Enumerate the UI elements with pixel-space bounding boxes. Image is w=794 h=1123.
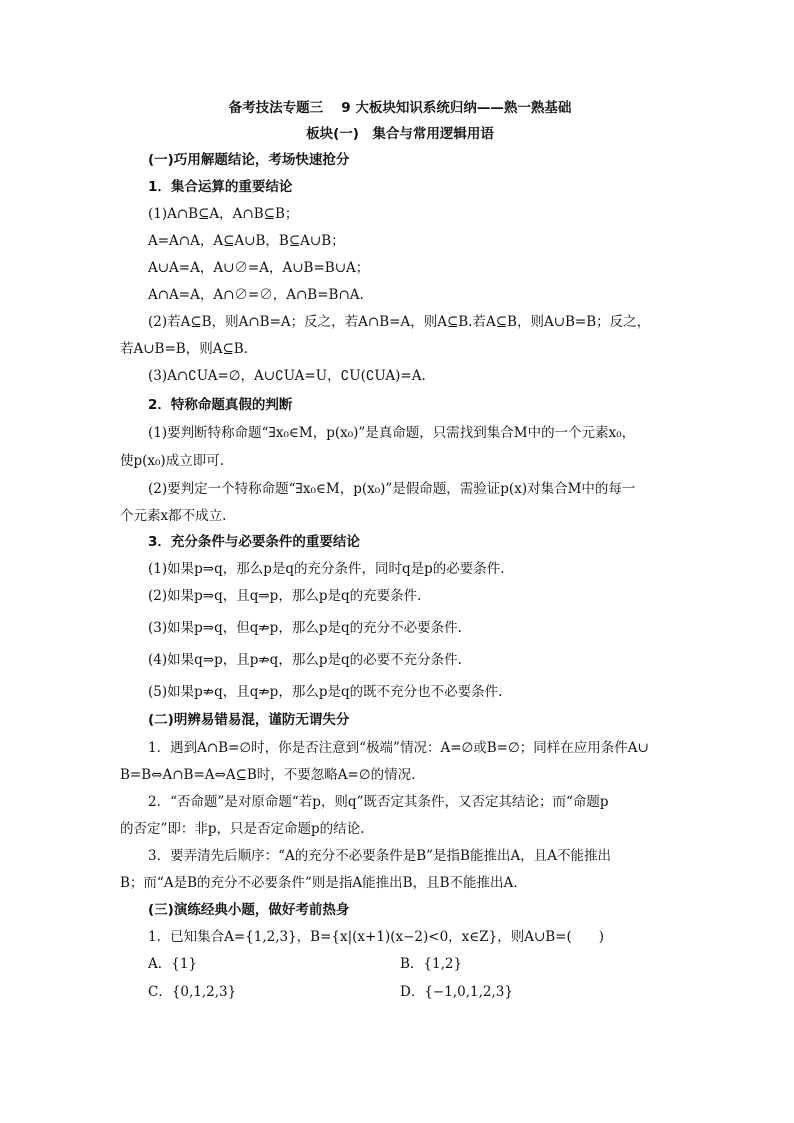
subsection-heading: 3．充分条件与必要条件的重要结论 <box>148 534 360 550</box>
paragraph-line: A=A∩A，A⊆A∪B，B⊆A∪B； <box>148 233 345 249</box>
paragraph-line: 2．“否命题”是对原命题“若p，则q”既否定其条件，又否定其结论；而“命题p <box>148 794 609 810</box>
subsection-heading: 2．特称命题真假的判断 <box>148 397 293 413</box>
paragraph-line: A∪A=A，A∪∅=A，A∪B=B∪A； <box>148 260 370 276</box>
section-heading: (一)巧用解题结论，考场快速抢分 <box>148 152 350 168</box>
option-row <box>148 982 680 1002</box>
paragraph-line: (3)A∩∁UA=∅，A∪∁UA=U，∁U(∁UA)=A. <box>148 368 426 384</box>
paragraph-line: (2)如果p⇒q，且q⇒p，那么p是q的充要条件. <box>148 588 422 604</box>
paragraph-line: 3．要弄清先后顺序：“A的充分不必要条件是B”是指B能推出A，且A不能推出 <box>148 848 611 864</box>
paragraph-line: 若A∪B=B，则A⊆B. <box>120 341 248 357</box>
paragraph-line: (1)要判断特称命题“∃x₀∈M，p(x₀)”是真命题，只需找到集合M中的一个元素x₀， <box>148 425 636 441</box>
paragraph-line: 个元素x都不成立. <box>120 508 227 524</box>
paragraph-line: (2)若A⊆B，则A∩B=A；反之，若A∩B=A，则A⊆B.若A⊆B，则A∪B=B；反之， <box>148 314 651 330</box>
section-heading: (三)演练经典小题，做好考前热身 <box>148 902 350 918</box>
option-d: D．{−1,0,1,2,3} <box>400 984 513 1000</box>
page-title: 备考技法专题三 9 大板块知识系统归纳——熟一熟基础 <box>228 100 572 116</box>
paragraph-line: B=B⇔A∩B=A⇔A⊆B时，不要忽略A=∅的情况. <box>120 767 416 783</box>
paragraph-line: B；而“A是B的充分不必要条件”则是指A能推出B，且B不能推出A. <box>120 875 518 891</box>
paragraph-line: (1)如果p⇒q，那么p是q的充分条件，同时q是p的必要条件. <box>148 561 505 577</box>
paragraph-line: 的否定”即：非p，只是否定命题p的结论. <box>120 821 365 837</box>
option-row <box>148 954 680 974</box>
option-b: B．{1,2} <box>400 956 463 972</box>
paragraph-line: (4)如果q⇒p，且p⇏q，那么p是q的必要不充分条件. <box>148 652 462 668</box>
paragraph-line: A∩A=A，A∩∅=∅，A∩B=B∩A. <box>148 287 364 303</box>
paragraph-line: (1)A∩B⊆A，A∩B⊆B； <box>148 206 299 222</box>
section-title: 板块(一) 集合与常用逻辑用语 <box>306 126 494 142</box>
paragraph-line: 使p(x₀)成立即可. <box>120 453 224 469</box>
paragraph-line: (5)如果p⇏q，且q⇏p，那么p是q的既不充分也不必要条件. <box>148 684 503 700</box>
section-heading: (二)明辨易错易混，谨防无谓失分 <box>148 712 350 728</box>
question-stem: 1．已知集合A={1,2,3}，B={x|(x+1)(x−2)<0，x∈Z}，则A∪B=( ) <box>148 929 605 945</box>
paragraph-line: (3)如果p⇒q，但q⇏p，那么p是q的充分不必要条件. <box>148 620 462 636</box>
paragraph-line: (2)要判定一个特称命题“∃x₀∈M，p(x₀)”是假命题，需验证p(x)对集合M中的每一 <box>148 481 636 497</box>
option-a: A．{1} <box>148 956 198 972</box>
option-c: C．{0,1,2,3} <box>148 984 237 1000</box>
paragraph-line: 1．遇到A∩B=∅时，你是否注意到“极端”情况：A=∅或B=∅；同样在应用条件A∪ <box>148 740 649 756</box>
subsection-heading: 1．集合运算的重要结论 <box>148 179 293 195</box>
